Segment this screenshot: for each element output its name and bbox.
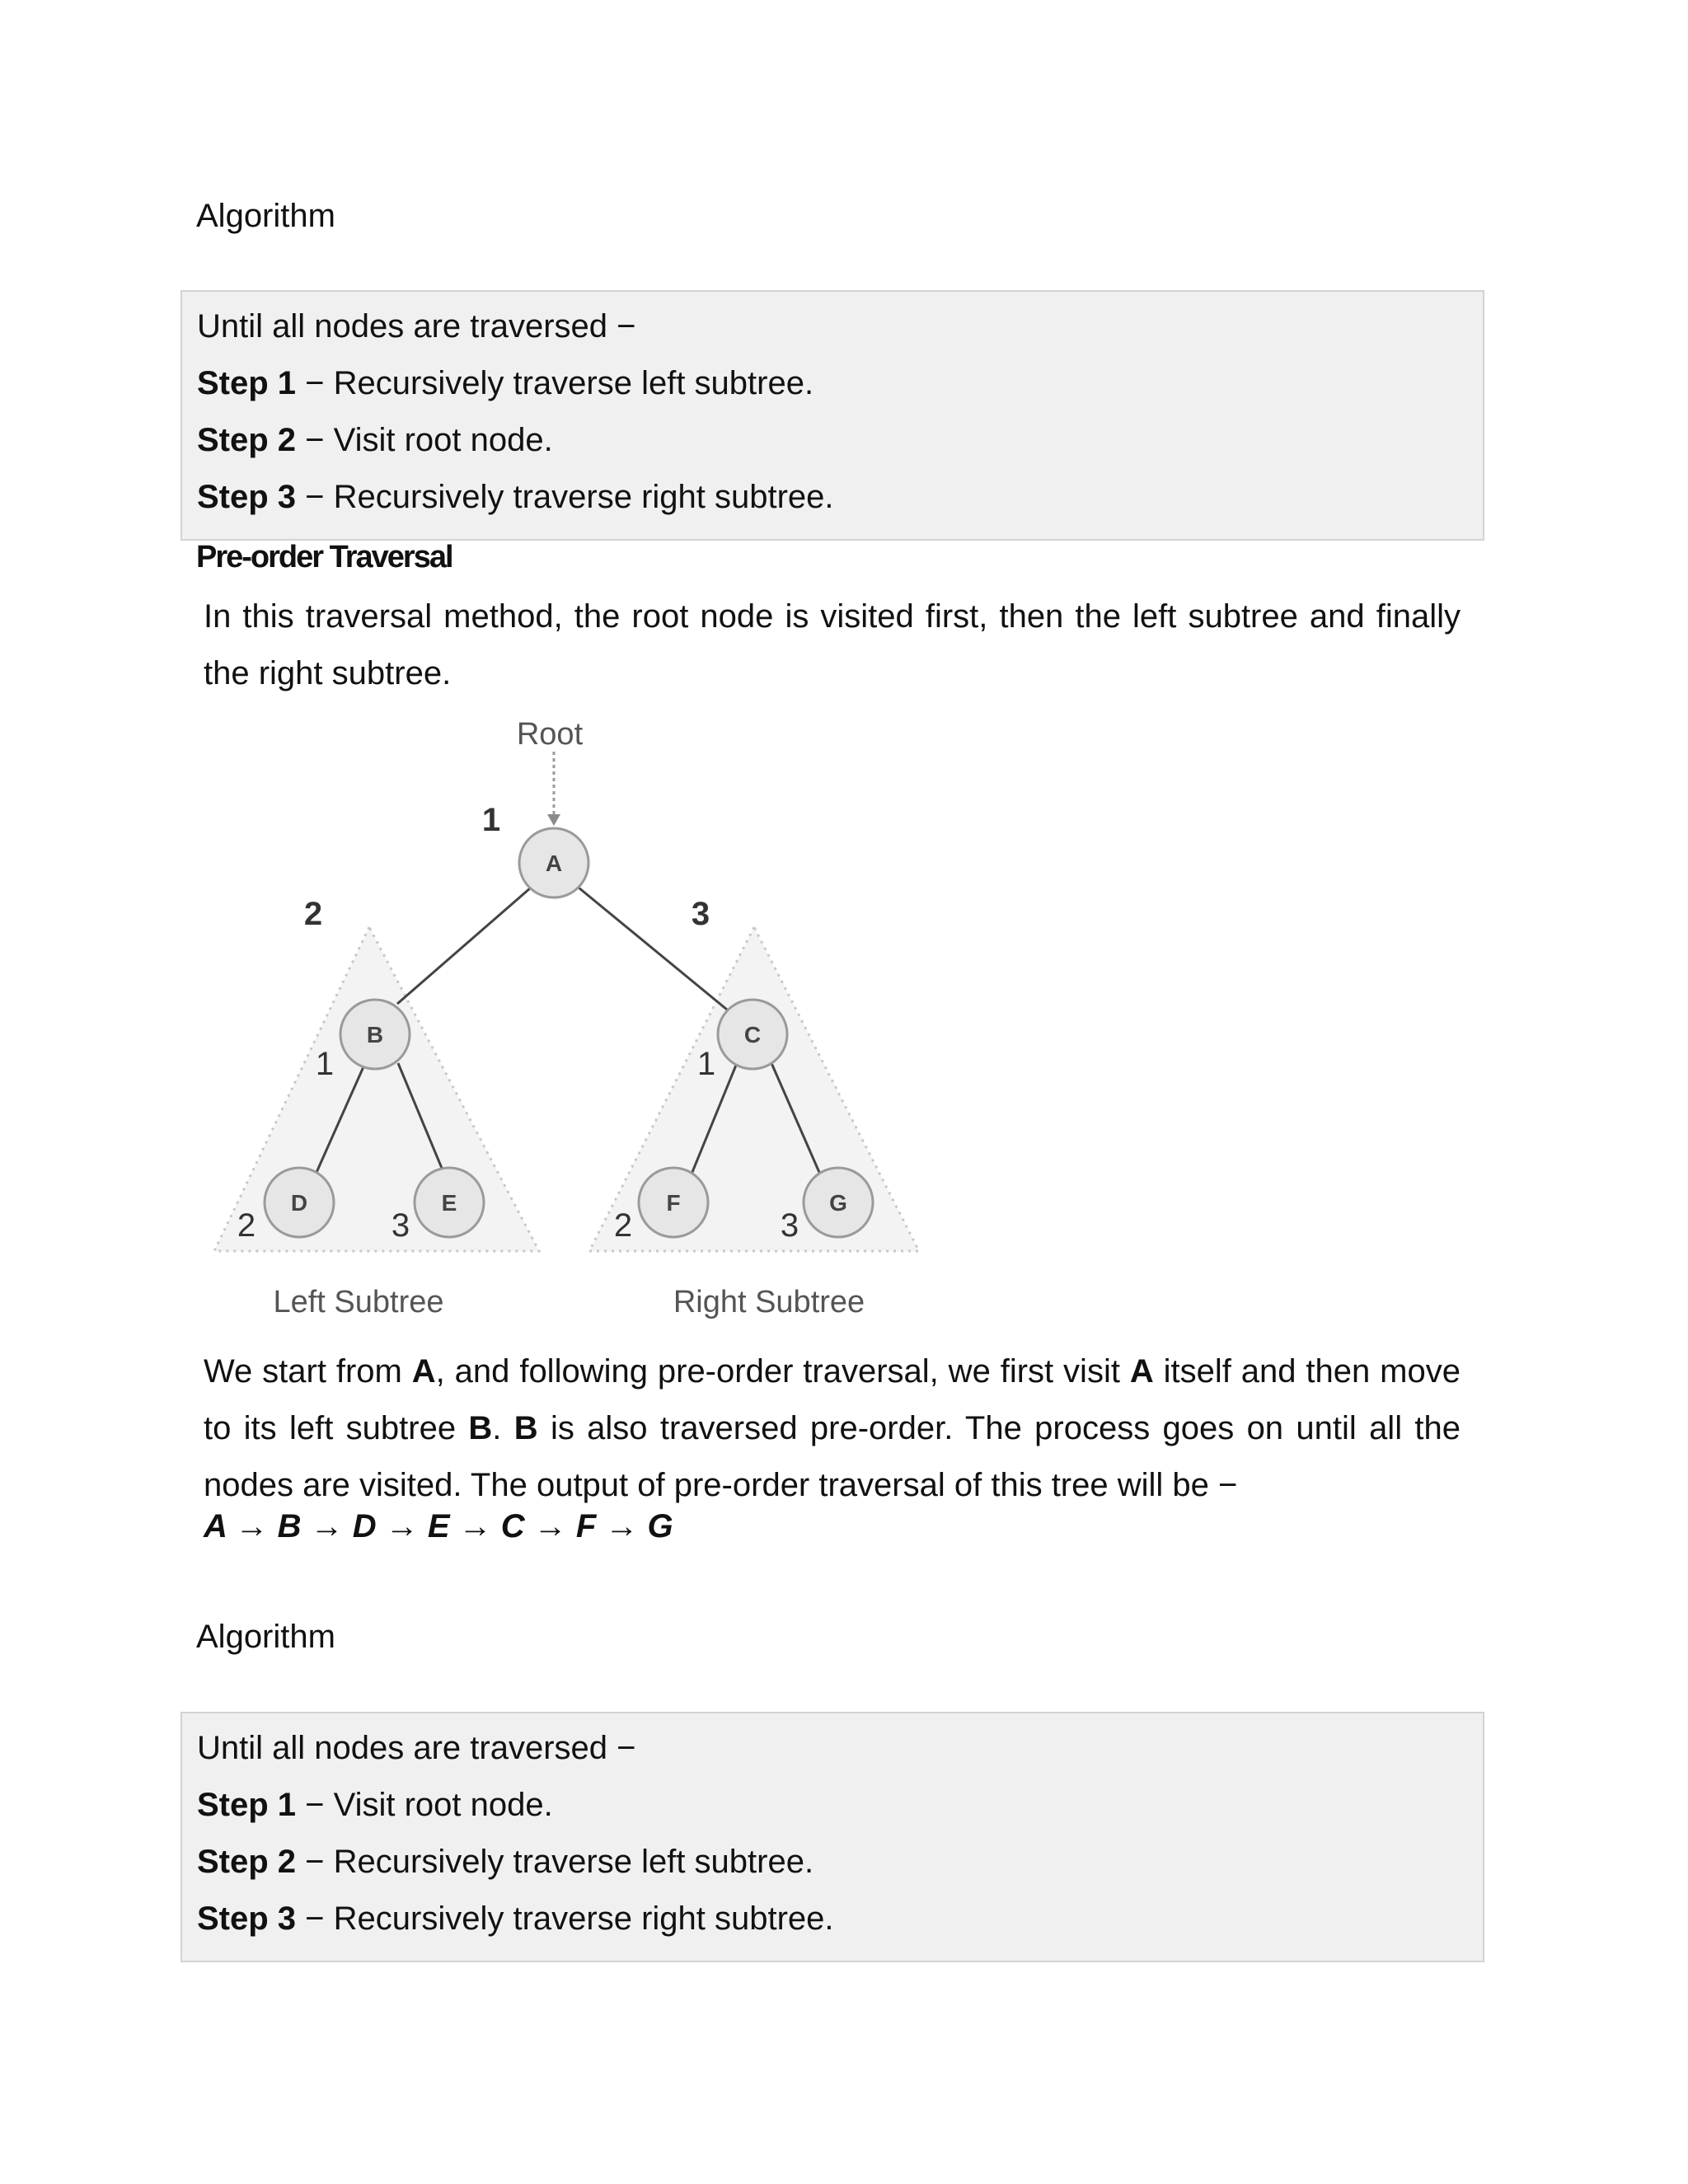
algorithm-label: Algorithm: [196, 1619, 335, 1655]
svg-text:E: E: [441, 1190, 457, 1216]
root-label: Root: [516, 717, 584, 752]
explanation-text: is also traversed pre-order. The process goes on until all the nodes are visited. The output of pre-order traversal of this tree will be −: [204, 1410, 1461, 1503]
step-label: Step 1: [197, 365, 297, 401]
step-label: Step 2: [197, 1844, 297, 1880]
algorithm-step: [197, 1834, 1483, 1891]
svg-text:A: A: [545, 851, 563, 876]
order-number-b: 1: [315, 1046, 335, 1082]
step-text: − Recursively traverse left subtree.: [296, 1844, 814, 1880]
step-text: − Recursively traverse right subtree.: [296, 1900, 834, 1937]
svg-text:F: F: [666, 1190, 681, 1216]
order-number-left: 2: [303, 896, 323, 932]
node-b: [340, 1000, 410, 1069]
step-text: − Recursively traverse right subtree.: [296, 479, 834, 515]
explanation-paragraph: [204, 1343, 1461, 1514]
algorithm-step: [197, 1891, 1483, 1947]
explanation-text: itself and then move to its left subtree: [204, 1353, 1461, 1446]
node-ref-b: B: [468, 1410, 493, 1446]
algorithm-step: [197, 1777, 1483, 1834]
left-subtree-caption: Left Subtree: [273, 1285, 444, 1319]
step-label: Step 3: [197, 479, 297, 515]
order-number-f: 2: [613, 1207, 633, 1244]
step-text: − Recursively traverse left subtree.: [296, 365, 814, 401]
algorithm-step: [197, 469, 1483, 526]
node-g: [804, 1168, 873, 1237]
algorithm-box: [181, 1712, 1484, 1962]
node-ref-b: B: [513, 1410, 538, 1446]
left-subtree-triangle: [214, 927, 539, 1251]
algorithm-step: [197, 412, 1483, 469]
order-number-c: 1: [696, 1046, 716, 1082]
explanation-text: We start from: [204, 1353, 412, 1390]
explanation-text: , and following pre-order traversal, we first visit: [435, 1353, 1130, 1390]
node-ref-a: A: [411, 1353, 436, 1390]
step-label: Step 1: [197, 1787, 297, 1823]
node-c: [718, 1000, 787, 1069]
step-text: − Visit root node.: [296, 1787, 553, 1823]
algorithm-step: [197, 355, 1483, 412]
traversal-sequence: A → B → D → E → C → F → G: [204, 1508, 673, 1544]
section-heading: Pre-order Traversal: [196, 540, 452, 574]
right-subtree-caption: Right Subtree: [673, 1285, 865, 1319]
order-number-e: 3: [391, 1207, 410, 1244]
edge-a-b: [397, 888, 531, 1004]
svg-text:G: G: [829, 1190, 847, 1216]
algorithm-intro: Until all nodes are traversed −: [197, 308, 636, 344]
explanation-text: .: [492, 1410, 514, 1446]
root-arrow-head: [547, 814, 560, 826]
order-number-d: 2: [237, 1207, 256, 1244]
node-f: [639, 1168, 708, 1237]
intro-paragraph: In this traversal method, the root node is visited first, then the left subtree and finally the right subtree.: [204, 598, 1461, 691]
svg-text:C: C: [743, 1022, 762, 1047]
step-text: − Visit root node.: [296, 422, 553, 458]
node-a: [519, 828, 588, 898]
svg-text:D: D: [290, 1190, 308, 1216]
node-ref-a: A: [1129, 1353, 1154, 1390]
algorithm-box: [181, 290, 1484, 541]
algorithm-intro: Until all nodes are traversed −: [197, 1730, 636, 1766]
order-number-right: 3: [691, 896, 710, 932]
node-e: [415, 1168, 484, 1237]
step-label: Step 3: [197, 1900, 297, 1937]
algorithm-label: Algorithm: [196, 198, 335, 234]
node-d: [265, 1168, 334, 1237]
step-label: Step 2: [197, 422, 297, 458]
tree-diagram: [190, 701, 948, 1327]
svg-text:B: B: [366, 1022, 384, 1047]
order-number-g: 3: [780, 1207, 799, 1244]
order-number-root: 1: [481, 802, 501, 838]
